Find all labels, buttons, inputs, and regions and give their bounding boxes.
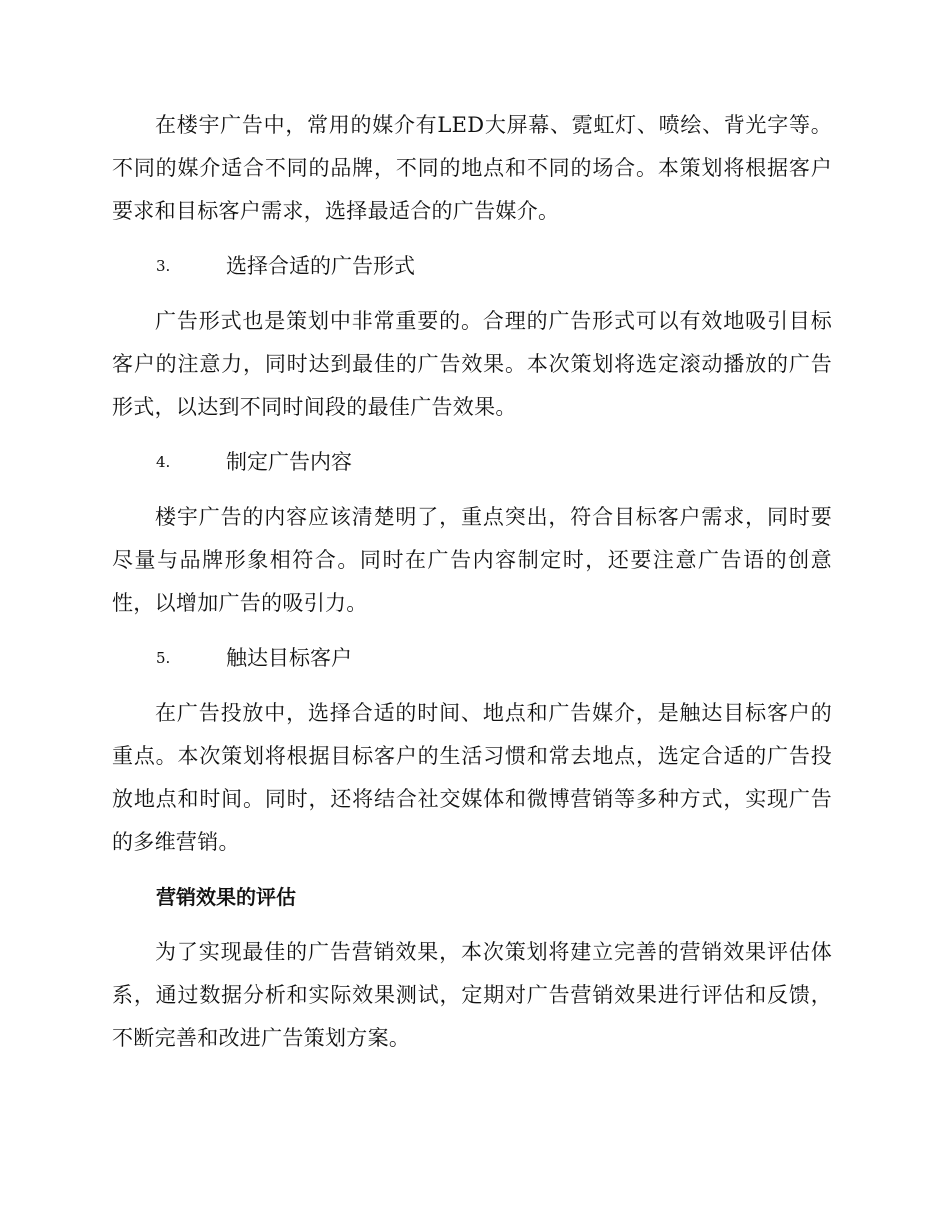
paragraph-evaluation: 为了实现最佳的广告营销效果，本次策划将建立完善的营销效果评估体系，通过数据分析和实际效果测试，定期对广告营销效果进行评估和反馈，不断完善和改进广告策划方案。 — [112, 940, 832, 1050]
paragraph-ad-content: 楼宇广告的内容应该清楚明了，重点突出，符合目标客户需求，同时要尽量与品牌形象相符合。同时在广告内容制定时，还要注意广告语的创意性，以增加广告的吸引力。 — [112, 505, 832, 615]
paragraph-ad-form: 广告形式也是策划中非常重要的。合理的广告形式可以有效地吸引目标客户的注意力，同时达到最佳的广告效果。本次策划将选定滚动播放的广告形式，以达到不同时间段的最佳广告效果。 — [112, 309, 832, 419]
list-item-ad-form — [112, 245, 832, 288]
paragraph-media: 在楼宇广告中，常用的媒介有LED大屏幕、霓虹灯、喷绘、背光字等。不同的媒介适合不同的品牌，不同的地点和不同的场合。本策划将根据客户要求和目标客户需求，选择最适合的广告媒介。 — [112, 113, 832, 223]
list-item-ad-content — [112, 441, 832, 484]
list-number: 3. — [156, 257, 171, 275]
list-label: 制定广告内容 — [226, 450, 352, 474]
list-label: 触达目标客户 — [226, 646, 352, 670]
paragraph-reach-customers: 在广告投放中，选择合适的时间、地点和广告媒介，是触达目标客户的重点。本次策划将根据目标客户的生活习惯和常去地点，选定合适的广告投放地点和时间。同时，还将结合社交媒体和微博营销等多种方式，实现广告的多维营销。 — [112, 701, 832, 854]
section-heading: 营销效果的评估 — [156, 885, 296, 909]
list-item-reach-customers — [112, 637, 832, 680]
document-page — [112, 104, 832, 1072]
list-number: 4. — [156, 453, 171, 471]
list-number: 5. — [156, 649, 171, 667]
list-label: 选择合适的广告形式 — [226, 254, 415, 278]
